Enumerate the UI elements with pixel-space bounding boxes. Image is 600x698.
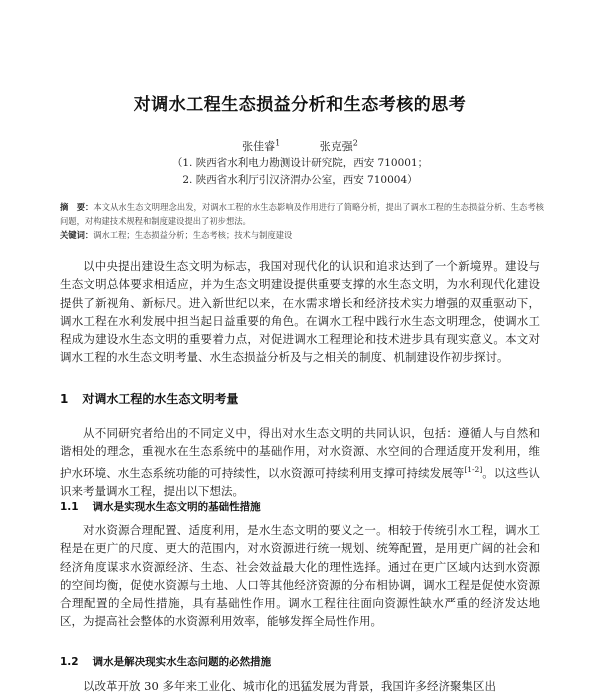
- subsection-1-1-paragraph: 对水资源合理配置、适度利用，是水生态文明的要义之一。相较于传统引水工程，调水工程是在更广的尺度、更大的范围内，对水资源进行统一规划、统筹配置，是用更广阔的社会和经济角度谋求水资源经济、生态、社会效益最大化的理性选择。通过在更广区域内达到水资源的空间均衡，促使水资源与土地、人口等其他经济资源的分布相协调，调水工程是促使水资源合理配置的全局性措施，具有基础性作用。调水工程往往面向资源性缺水严重的经济发达地区，为提高社会整体的水资源利用效率，能够发挥全局性作用。: [60, 523, 540, 629]
- citation-marker: [1-2]: [464, 464, 483, 474]
- author-1: [242, 140, 280, 153]
- paragraph-text: 从不同研究者给出的不同定义中，得出对水生态文明的共同认识，包括：遵循人与自然和谐相处的理念，重视水在生态系统中的基础作用，对水资源、水空间的合理适度开发利用，维护水环境、水生态系统功能的可持续性，以水资源可持续利用支撑可持续发展等: [60, 426, 540, 480]
- intro-paragraph: 以中央提出建设生态文明为标志，我国对现代化的认识和追求达到了一个新境界。建设与生态文明总体要求相适应，并为生态文明建设提供重要支撑的水生态文明，为水利现代化建设提供了新视角、新标尺。进入新世纪以来，在水需求增长和经济技术实力增强的双重驱动下，调水工程在水利发展中担当起日益重要的角色。在调水工程中践行水生态文明理念，使调水工程成为建设水生态文明的重要着力点，对促进调水工程理论和技术进步具有现实意义。本文对调水工程的水生态文明考量、水生态损益分析及与之相关的制度、机制建设作初步探讨。: [60, 259, 540, 365]
- section-heading-1: [60, 390, 540, 407]
- affiliation-2: 2. 陕西省水利厅引汉济渭办公室，西安 710004）: [182, 174, 418, 186]
- paragraph-tail: 。以这些认识来考量调水工程，提出以下想法。: [60, 465, 541, 498]
- section-number: 1: [60, 392, 69, 406]
- author-name: 张佳睿: [242, 140, 276, 153]
- author-affiliation-mark: 1: [275, 138, 281, 148]
- abstract-label: 摘 要：: [60, 202, 94, 212]
- keywords-text: 调水工程；生态损益分析；生态考核；技术与制度建设: [93, 230, 293, 240]
- subsection-heading-1-2: [60, 654, 540, 669]
- abstract-text: 本文从水生态文明理念出发，对调水工程的水生态影响及作用进行了简略分析，提出了调水工程的生态损益分析、生态考核问题，对构建技术规程和制度建设提出了初步想法。: [60, 202, 544, 226]
- affiliation-1: （1. 陕西省水利电力勘测设计研究院，西安 710001；: [171, 157, 429, 169]
- subsection-number: 1.2: [60, 656, 79, 668]
- section-title: 对调水工程的水生态文明考量: [82, 392, 239, 406]
- abstract: [60, 201, 544, 228]
- subsection-number: 1.1: [60, 501, 79, 513]
- subsection-title: 调水是实现水生态文明的基础性措施: [92, 501, 261, 513]
- subsection-heading-1-1: [60, 499, 540, 514]
- paper-title: 对调水工程生态损益分析和生态考核的思考: [133, 95, 467, 115]
- author-affiliation-mark: 2: [352, 138, 358, 148]
- author-2: [320, 140, 358, 153]
- author-name: 张克强: [319, 140, 353, 153]
- section-1-paragraph: [60, 424, 540, 500]
- subsection-1-2-paragraph: 以改革开放 30 多年来工业化、城市化的迅猛发展为背景，我国许多经济聚集区出: [83, 679, 496, 693]
- keywords-label: 关键词：: [60, 230, 94, 240]
- author-line: [0, 138, 600, 154]
- keywords: [60, 229, 544, 243]
- subsection-title: 调水是解决现实水生态问题的必然措施: [92, 656, 272, 668]
